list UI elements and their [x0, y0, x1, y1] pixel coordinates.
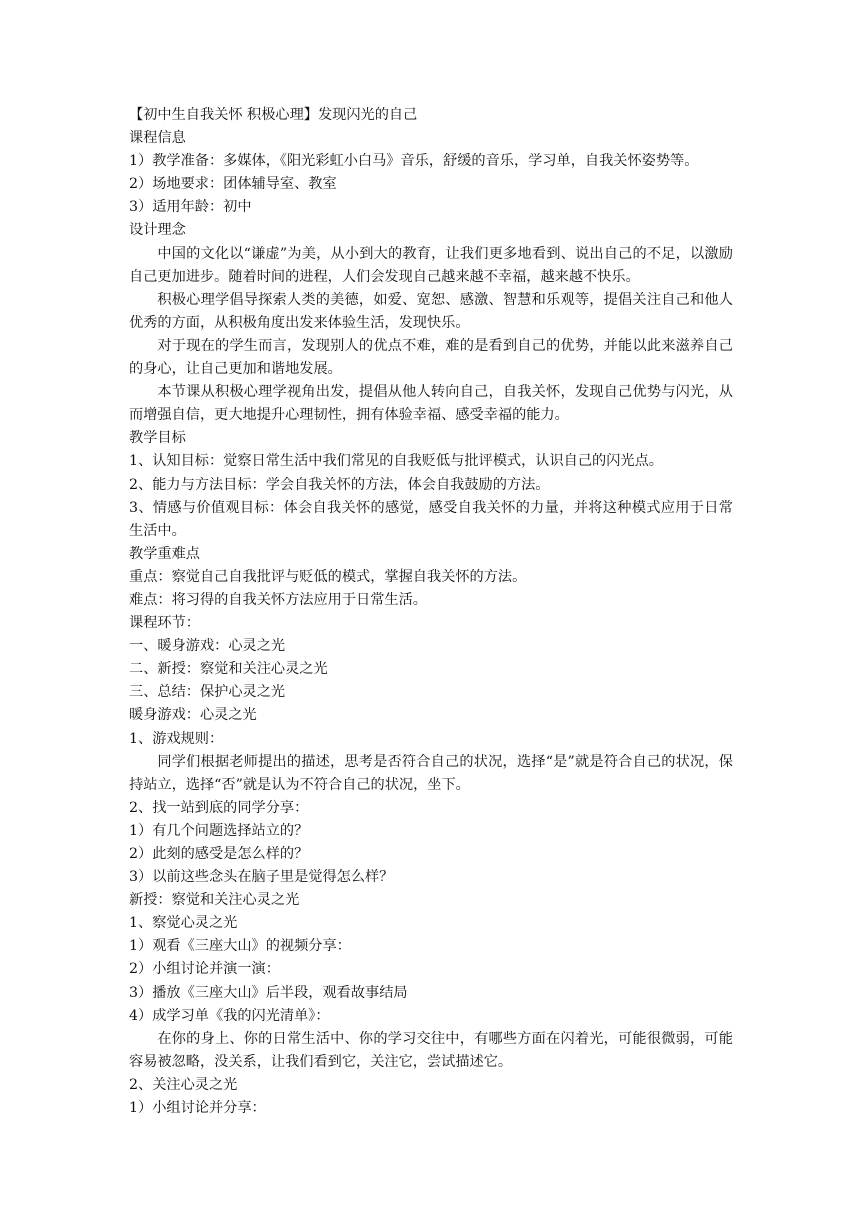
list-item: 1、认知目标：觉察日常生活中我们常见的自我贬低与批评模式，认识自己的闪光点。 [129, 453, 663, 470]
list-item: 3）播放《三座大山》后半段，观看故事结局 [129, 984, 408, 1001]
section-heading-warmup: 暖身游戏：心灵之光 [129, 707, 257, 724]
subheading: 1、察觉心灵之光 [129, 915, 238, 932]
list-item: 1）有几个问题选择站立的？ [129, 822, 309, 839]
section-heading-design: 设计理念 [129, 222, 186, 239]
subheading: 2、找一站到底的同学分享： [129, 799, 309, 816]
subheading: 1、游戏规则： [129, 730, 224, 747]
list-item: 3）以前这些念头在脑子里是觉得怎么样？ [129, 869, 394, 886]
list-item: 3）适用年龄：初中 [129, 199, 252, 216]
paragraph: 中国的文化以“谦虚”为美，从小到大的教育，让我们更多地看到、说出自己的不足，以激励自己更加进步。随着时间的进程，人们会发现自己越来越不幸福，越来越不快乐。 [129, 245, 733, 285]
paragraph: 积极心理学倡导探索人类的美德，如爱、宽恕、感激、智慧和乐观等，提倡关注自己和他人优秀的方面，从积极角度出发来体验生活，发现快乐。 [129, 291, 733, 331]
document-title: 【初中生自我关怀 积极心理】发现闪光的自己 [129, 107, 418, 123]
list-item: 三、总结：保护心灵之光 [129, 684, 286, 701]
section-heading-key-points: 教学重难点 [129, 545, 200, 562]
list-item: 2）场地要求：团体辅导室、教室 [129, 176, 337, 193]
list-item: 4）成学习单《我的闪光清单》： [129, 1007, 330, 1024]
section-heading-new-lesson: 新授：察觉和关注心灵之光 [129, 892, 300, 909]
document-page [129, 104, 733, 1120]
list-item: 1）小组讨论并分享： [129, 1100, 266, 1117]
paragraph: 本节课从积极心理学视角出发，提倡从他人转向自己，自我关怀，发现自己优势与闪光，从而增强自信，更大地提升心理韧性，拥有体验幸福、感受幸福的能力。 [129, 384, 733, 424]
section-heading-goals: 教学目标 [129, 430, 186, 447]
list-item: 1）观看《三座大山》的视频分享： [129, 938, 351, 955]
paragraph: 对于现在的学生而言，发现别人的优点不难，难的是看到自己的优势，并能以此来滋养自己的身心，让自己更加和谐地发展。 [129, 337, 733, 378]
section-heading-course-info: 课程信息 [129, 130, 186, 147]
key-point-focus: 重点：察觉自己自我批评与贬低的模式，掌握自我关怀的方法。 [129, 568, 527, 585]
paragraph: 同学们根据老师提出的描述，思考是否符合自己的状况，选择“是”就是符合自己的状况，保持站立，选择“否”就是认为不符合自己的状况，坐下。 [129, 753, 733, 793]
list-item: 2）小组讨论并演一演： [129, 961, 280, 978]
list-item: 2、能力与方法目标：学会自我关怀的方法，体会自我鼓励的方法。 [129, 476, 550, 493]
list-item: 一、暖身游戏：心灵之光 [129, 638, 286, 655]
section-heading-steps: 课程环节： [129, 615, 200, 632]
subheading: 2、关注心灵之光 [129, 1076, 238, 1093]
list-item: 1）教学准备：多媒体，《阳光彩虹小白马》音乐，舒缓的音乐，学习单，自我关怀姿势等。 [129, 153, 699, 170]
paragraph: 在你的身上、你的日常生活中、你的学习交往中，有哪些方面在闪着光，可能很微弱，可能容易被忽略，没关系，让我们看到它，关注它，尝试描述它。 [129, 1030, 733, 1070]
list-item: 2）此刻的感受是怎么样的？ [129, 846, 309, 862]
key-point-difficulty: 难点：将习得的自我关怀方法应用于日常生活。 [129, 591, 427, 608]
list-item: 3、情感与价值观目标：体会自我关怀的感觉，感受自我关怀的力量，并将这种模式应用于日常生活中。 [129, 499, 733, 539]
list-item: 二、新授：察觉和关注心灵之光 [129, 661, 328, 678]
